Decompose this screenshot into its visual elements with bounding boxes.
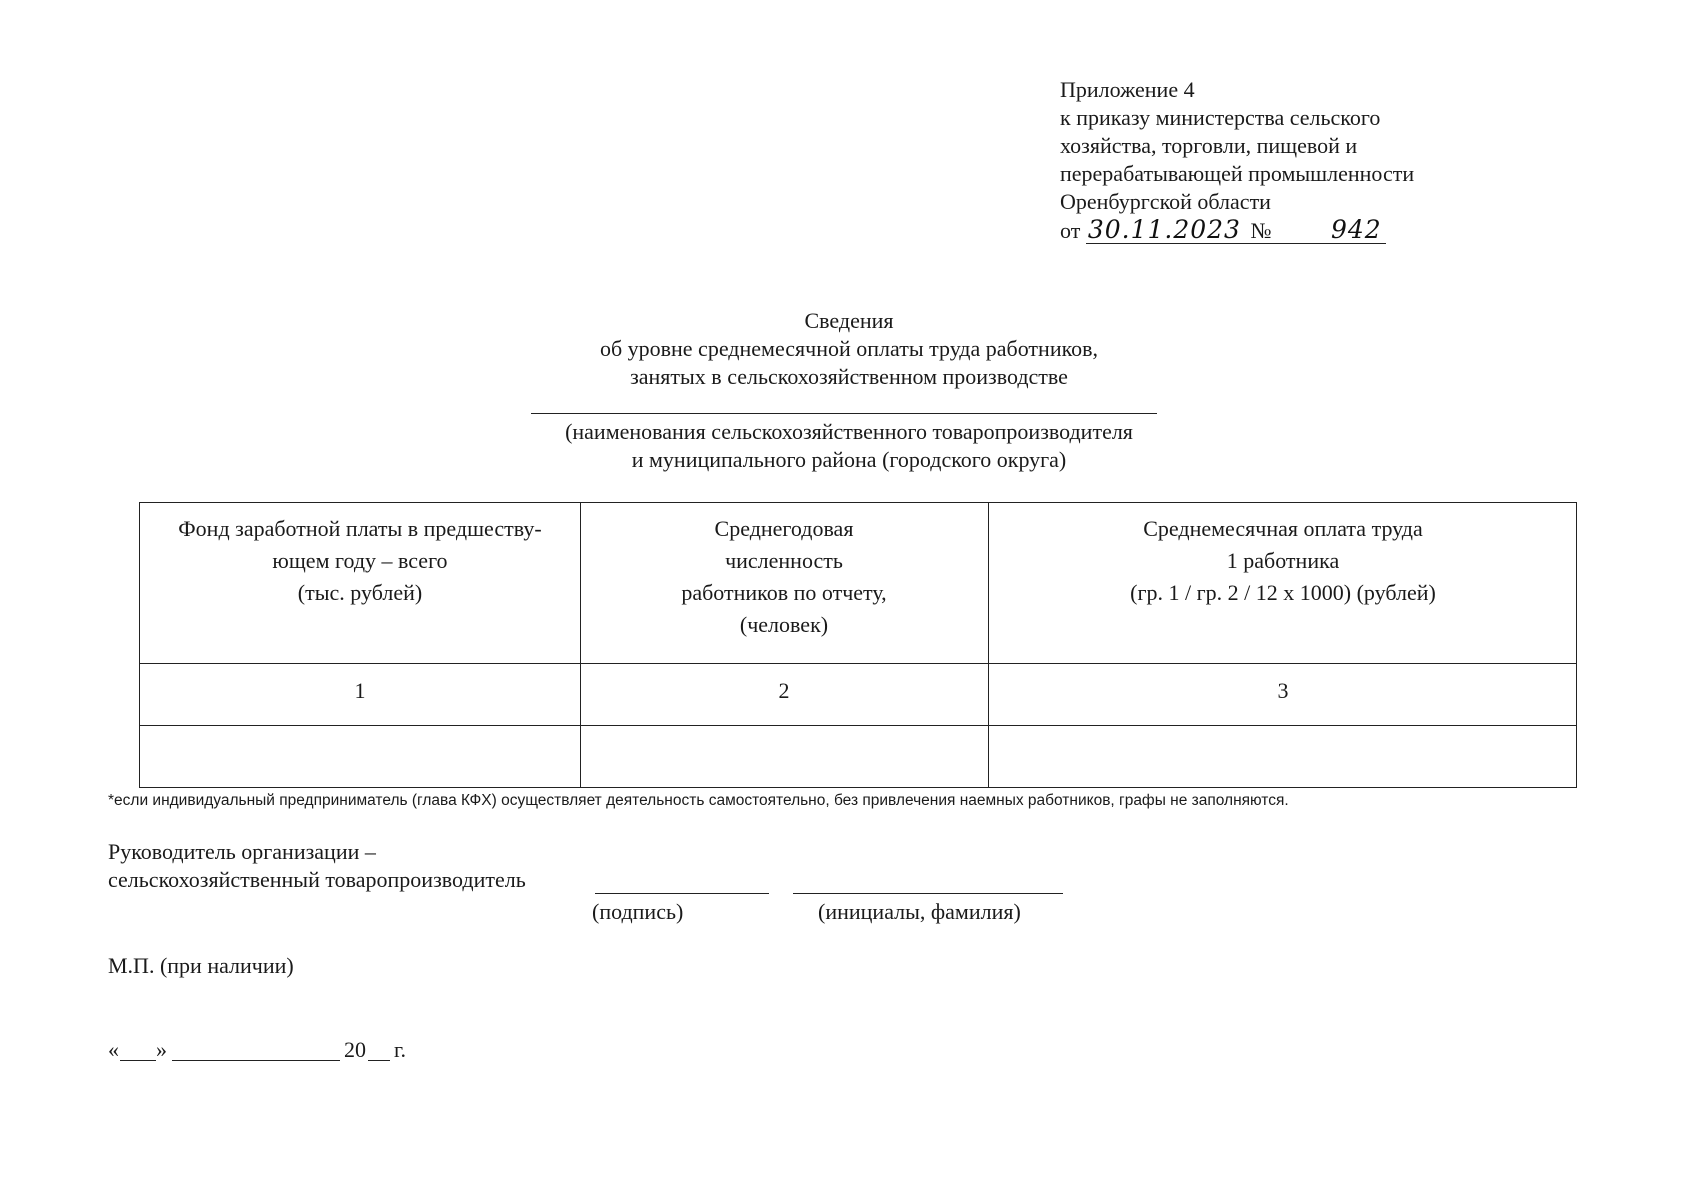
- title-line: об уровне среднемесячной оплаты труда работников,: [599, 336, 1099, 361]
- header-text: численность: [725, 548, 843, 573]
- column-number: 2: [778, 678, 790, 703]
- signature-field[interactable]: [595, 893, 769, 894]
- order-reference: [1060, 216, 1414, 245]
- header-cell-wage-fund: [140, 513, 580, 609]
- order-date: 30.11.2023: [1087, 215, 1241, 244]
- header-text: (гр. 1 / гр. 2 / 12 х 1000) (рублей): [1130, 580, 1436, 605]
- date-open-quote: «: [108, 1037, 119, 1062]
- order-prefix: от: [1060, 218, 1081, 243]
- header-cell-avg-wage: [988, 513, 1578, 609]
- producer-name-caption: [0, 418, 1698, 474]
- document-title: [0, 307, 1698, 391]
- header-text: Фонд заработной платы в предшеству-: [178, 516, 542, 541]
- footnote: *если индивидуальный предприниматель (глава КФХ) осуществляет деятельность самостоятельно, без привлечения наемных работников, графы не заполняются.: [108, 792, 1289, 809]
- header-text: Среднегодовая: [714, 516, 854, 541]
- appendix-line: хозяйства, торговли, пищевой и: [1060, 133, 1358, 158]
- header-text: ющем году – всего: [272, 548, 448, 573]
- appendix-line: Приложение 4: [1060, 77, 1195, 102]
- title-heading: Сведения: [804, 308, 894, 333]
- caption-line: и муниципального района (городского округа): [631, 447, 1067, 472]
- header-text: Среднемесячная оплата труда: [1143, 516, 1423, 541]
- column-number: 3: [1277, 678, 1289, 703]
- producer-name-field[interactable]: [531, 413, 1157, 414]
- date-close-quote: »: [156, 1037, 167, 1062]
- caption-line: (наименования сельскохозяйственного товаропроизводителя: [565, 419, 1133, 444]
- name-caption: (инициалы, фамилия): [818, 899, 1021, 924]
- header-text: 1 работника: [1226, 548, 1340, 573]
- signatory-title: Руководитель организации –: [108, 839, 376, 864]
- stamp-label: М.П. (при наличии): [108, 953, 294, 978]
- appendix-line: Оренбургской области: [1060, 189, 1271, 214]
- order-number-label: №: [1250, 218, 1272, 243]
- appendix-line: перерабатывающей промышленности: [1060, 161, 1415, 186]
- year-suffix: г.: [394, 1037, 407, 1062]
- column-number: 1: [354, 678, 366, 703]
- order-underline: [1086, 243, 1386, 244]
- year-field[interactable]: [368, 1060, 390, 1061]
- header-cell-headcount: [580, 513, 988, 641]
- month-field[interactable]: [172, 1060, 340, 1061]
- order-number: 942: [1330, 215, 1382, 244]
- appendix-header: [1060, 76, 1414, 245]
- title-line: занятых в сельскохозяйственном производстве: [630, 364, 1068, 389]
- appendix-line: к приказу министерства сельского: [1060, 105, 1381, 130]
- data-cell-wage-fund[interactable]: [140, 726, 580, 786]
- signatory-role: сельскохозяйственный товаропроизводитель: [108, 867, 526, 892]
- wage-table: [139, 502, 1577, 788]
- name-field[interactable]: [793, 893, 1063, 894]
- header-text: (человек): [739, 612, 829, 637]
- day-field[interactable]: [120, 1060, 156, 1061]
- data-cell-headcount-wage[interactable]: [581, 726, 1576, 786]
- row-divider: [140, 663, 1576, 664]
- signature-caption: (подпись): [592, 899, 684, 924]
- header-text: работников по отчету,: [681, 580, 887, 605]
- header-text: (тыс. рублей): [297, 580, 423, 605]
- year-prefix: 20: [344, 1037, 366, 1062]
